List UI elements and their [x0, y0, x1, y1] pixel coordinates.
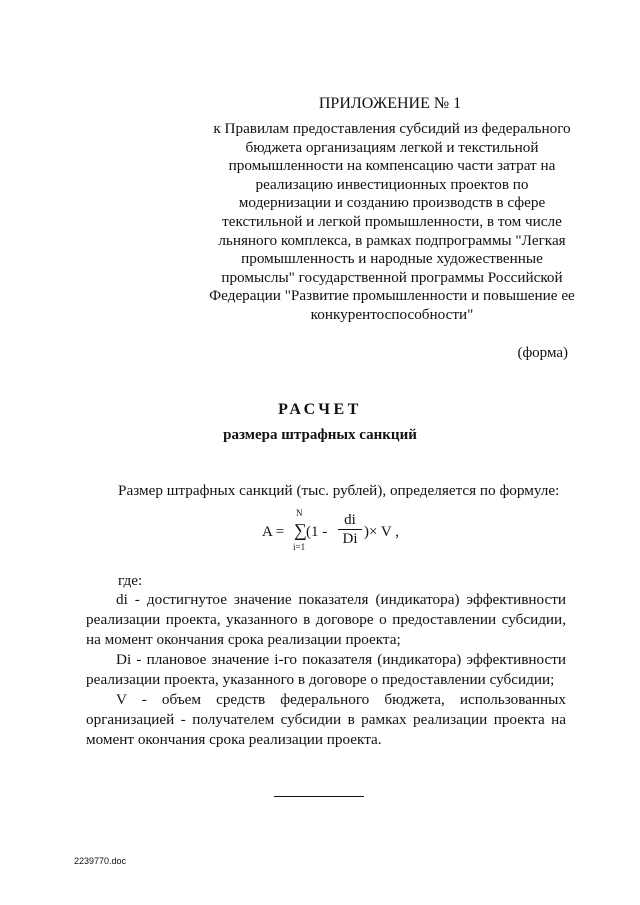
where-label: где: [118, 572, 143, 589]
form-label: (форма) [517, 345, 568, 361]
formula-sum-sign: ∑ [294, 520, 307, 540]
divider-line [274, 796, 364, 797]
formula [262, 510, 402, 556]
definitions [86, 590, 566, 750]
formula-sum-lower: i=1 [293, 542, 306, 552]
formula-open: (1 - [306, 524, 328, 540]
footer-filename: 2239770.doc [74, 856, 127, 866]
formula-denominator: Di [342, 531, 358, 547]
definition-di: di - достигнутое значение показателя (индикатора) эффективности реализации проекта, указанного в договоре о предоставлении субсидии, на момент окончания срока реализации проекта; [86, 591, 566, 648]
formula-intro: Размер штрафных санкций (тыс. рублей), определяется по формуле: [118, 482, 560, 499]
formula-fraction-bar [338, 529, 362, 530]
document-title: РАСЧЕТ [278, 401, 362, 418]
formula-sum-upper: N [296, 508, 303, 518]
formula-lhs: A = [262, 524, 285, 540]
formula-numerator: di [344, 512, 356, 528]
formula-fraction [338, 512, 362, 547]
definition-V: V - объем средств федерального бюджета, использованных организацией - получателем субсидии в рамках реализации проекта на момент окончания срока реализации проекта. [86, 691, 566, 748]
appendix-subtitle: к Правилам предоставления субсидий из федерального бюджета организациям легкой и текстильной промышленности на компенсацию части затрат на реализацию инвестиционных проектов по модернизации и созданию производств в сфере текстильной и легкой промышленности, в том числе льняного комплекса, в рамках подпрограммы "Легкая промышленность и народные художественные промыслы" государственной программы Российской Федерации "Развитие промышленности и повышение ее конкурентоспособности" [209, 120, 575, 323]
formula-tail: )× V , [364, 524, 399, 540]
document-subtitle: размера штрафных санкций [223, 427, 417, 443]
definition-Di: Di - плановое значение i-го показателя (индикатора) эффективности реализации проекта, указанного в договоре о предоставлении субсидии; [86, 651, 566, 688]
appendix-title: ПРИЛОЖЕНИЕ № 1 [318, 95, 462, 112]
